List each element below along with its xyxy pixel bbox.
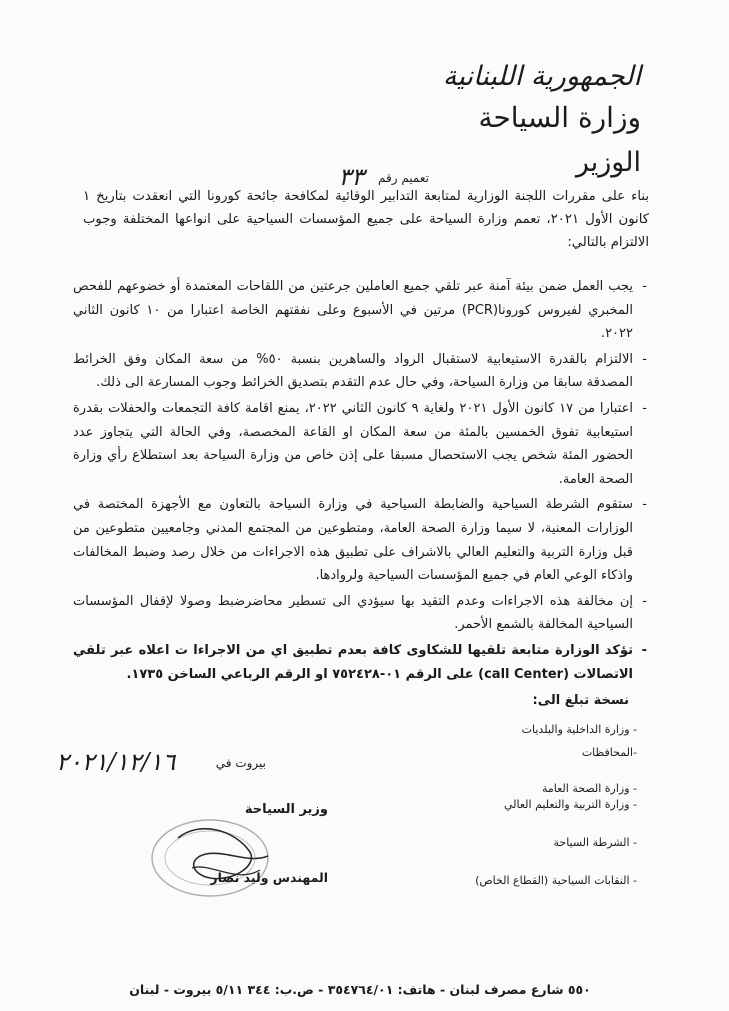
bullet-dash-icon: - xyxy=(642,400,647,416)
circular-number: ٣٣ xyxy=(338,163,365,191)
signature-title: وزير السياحة xyxy=(244,802,328,817)
directive-item: - ستقوم الشرطة السياحية والضابطة السياحية في وزارة السياحة بالتعاون مع الأجهزة المختصة في الوزارات المعنية، لا سيما وزارة الصحة العامة، ومتطوعين من المجتمع المدني وجامعيين متطوعين من قبل وزارة التربية والتعليم العالي بالاشراف على تطبيق هذه الاجراءات من خلال رصد وضبط المخالفات واذكاء الوعي العام في جميع المؤسسات السياحية ولروادها. xyxy=(73,493,647,587)
directive-item-hotline: - تؤكد الوزارة متابعة تلقيها للشكاوى كافة بعدم تطبيق اي من الاجراءا ت اعلاه عبر تلقي الاتصالات (call Center) على الرقم ٠١-٧٥٢٤٢٨ او الرقم الرباعي الساخن ١٧٣٥. xyxy=(73,639,647,686)
letterhead-republic: الجمهورية اللبنانية xyxy=(442,61,641,92)
directive-item: - إن مخالفة هذه الاجراءات وعدم التقيد بها سيؤدي الى تسطير محاضرضبط وصولا لإقفال المؤسسات السياحية المخالفة بالشمع الأحمر. xyxy=(73,590,647,637)
directive-item: - يجب العمل ضمن بيئة آمنة عبر تلقي جميع العاملين جرعتين من اللقاحات المعتمدة أو خضوعهم للفحص المخبري لفيروس كورونا(PCR) مرتين في الأسبوع وعلى نفقتهم الخاصة اعتبارا من ١٠ كانون الثاني ٢٠٢٢. xyxy=(73,275,647,346)
directive-item: - الالتزام بالقدرة الاستيعابية لاستقبال الرواد والساهرين بنسبة ٥٠% من سعة المكان وفق الخرائط المصدقة سابقا من وزارة السياحة، وفي حال عدم التقدم بتصديق الخرائط وجوب المسارعة الى ذلك. xyxy=(73,348,647,395)
cc-item: - وزارة الصحة العامة xyxy=(541,782,637,795)
bullet-dash-icon: - xyxy=(642,497,647,513)
bullet-dash-icon: - xyxy=(642,593,647,609)
intro-paragraph: بناء على مقررات اللجنة الوزارية لمتابعة التدابير الوقائية لمكافحة جائحة كورونا التي انعقدت بتاريخ ١ كانون الأول ٢٠٢١، تعمم وزارة السياحة على جميع المؤسسات السياحية على انواعها المختلفة وجوب الالتزام بالتالي: xyxy=(83,189,650,250)
cc-title: نسخة تبلغ الى: xyxy=(532,693,629,708)
cc-item: - وزارة الداخلية والبلديات xyxy=(521,723,637,736)
bullet-dash-icon: - xyxy=(641,642,647,658)
footer-address: ٥٥٠ شارع مصرف لبنان - هاتف: ٣٥٤٧٦٤/٠١ - ص.ب: ٣٤٤ ٥/١١ بيروت - لبنان xyxy=(129,982,591,997)
place-date xyxy=(56,748,266,788)
bullet-dash-icon: - xyxy=(642,351,647,367)
cc-item: -المحافظات xyxy=(581,746,637,759)
signature-name: المهندس وليد نصار xyxy=(210,870,328,885)
cc-item: - الشرطة السياحة xyxy=(553,836,637,849)
cc-item: - وزارة التربية والتعليم العالي xyxy=(504,798,637,811)
cc-item: - النقابات السياحية (القطاع الخاص) xyxy=(475,874,637,887)
directive-item: - اعتبارا من ١٧ كانون الأول ٢٠٢١ ولغاية ٩ كانون الثاني ٢٠٢٢، يمنع اقامة كافة التجمعات والحفلات بقدرة استيعابية تفوق الخمسين بالمئة من سعة المكان او القاعة المخصصة، وفي الحالة التي يتجاوز عدد الحضور المئة شخص يجب الاستحصال مسبقا على إذن خاص من وزارة السياحة بعد استطلاع رأي وزارة الصحة العامة. xyxy=(73,397,647,491)
letterhead xyxy=(441,58,641,182)
bullet-dash-icon: - xyxy=(642,279,647,294)
letterhead-minister: الوزير xyxy=(575,147,641,178)
circular-label: تعميم رقم xyxy=(377,171,429,185)
letterhead-ministry: وزارة السياحة xyxy=(478,101,641,134)
cc-list xyxy=(407,722,637,889)
signature-block xyxy=(140,800,330,900)
place-label: بيروت في xyxy=(215,756,266,770)
directives-list xyxy=(73,275,647,688)
handwritten-date: ٢٠٢١/١٢/١٦ xyxy=(56,748,176,776)
